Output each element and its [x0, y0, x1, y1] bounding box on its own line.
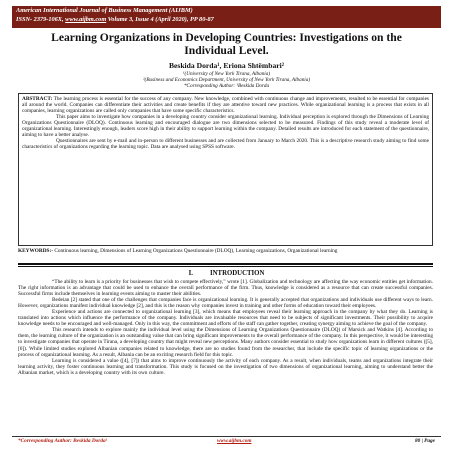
abstract-paragraph-1: ABSTRACT: The learning process is essential for the success of any company. New knowledge, combined with continuous change and improvements, resulted to be essential for companies all around the world. Companies can differentiate their activities and create benefits if they are attentive toward new practices. While organizational learning is a process that exists in all companies, learning organizations are called only companies that have some specific characteristics.: [22, 96, 429, 115]
paper-title: Learning Organizations in Developing Countries: Investigations on the Individual Level.: [51, 31, 402, 57]
journal-issn-line: ISSN- 2379-106X, www.aijbm.com Volume 3, Issue 4 (April 2020), PP 80-87: [16, 16, 214, 23]
journal-url-link[interactable]: www.aijbm.com: [65, 16, 107, 23]
journal-header: [12, 6, 441, 28]
footer-author: *Corresponding Author: Beskida Dorda¹: [18, 438, 108, 444]
section-divider-thin: [18, 266, 433, 267]
body-paragraph: This research intends to explore mainly the individual level using the Dimensions of Learning Organizations Questionnaire (DLOQ) of Marsick and Watkins [4]. According to them, the learning culture of the organization is an outstanding value that can bring significant improvements to the overall performance of the company. In this perspective, it would be interesting to investigate companies that operate in Tirana, a developing country that might reveal new perceptions. Many authors consider essential to study how organizations learn in different cultures ([5], [6]). While limited studies explored Albanian companies related to knowledge, there are no studies found from the researcher, that include the specific topic of learning organizations or the process of organizational learning. As a result, Albania can be an exciting research field for this topic.: [18, 327, 433, 358]
abstract-box: [18, 93, 433, 246]
abstract-paragraph-2: This paper aims to investigate how companies in a developing country consider organizational learning. Individual perception is explored through the Dimensions of Learning Organizations Questionnaire (DLOQ). Continuous learning and encouraged dialogue are two dimensions selected to be measured. Findings of this study reveal a moderate level of organizational learning. Interestingly enough, leaders score high in their ability to support learning within the company. Detailed results are introduced for each statement of the questionnaire, aiming to have a better analyse.: [22, 114, 429, 139]
page-footer: [12, 436, 441, 446]
corresponding-author: *Corresponding Author: ¹Beskida Dorda: [183, 83, 270, 89]
footer-url-link[interactable]: www.aijbm.com: [217, 438, 252, 444]
keywords-label: KEYWORDS:-: [18, 248, 54, 254]
journal-name: American International Journal of Business Management (AIJBM): [16, 7, 193, 14]
body-paragraph: Bedeian [2] stated that one of the challenges that companies face is organizational learning. It is generally accepted that organizations and individuals use different ways to learn. However, organizations manifest individual knowledge [2], and this is the reason why companies invest in training and other forms of education toward their employees.: [18, 297, 433, 310]
abstract-paragraph-3: Questionnaires are sent by e-mail and in-person to different businesses and are collected from January to March 2020. This is a descriptive research study aiming to find some characteristics of organizations regarding the learning topic. Data are analysed using SPSS software.: [22, 138, 429, 151]
paper-page: [12, 6, 441, 447]
footer-page-number: 80 | Page: [415, 438, 435, 444]
affiliation-1: ¹(University of New York Tirana, Albania): [182, 71, 271, 77]
section-divider: [18, 263, 433, 265]
body-paragraph: “The ability to learn is a priority for businesses that wish to compete effectively,” wrote [1]. Globalization and technology are affecting the way economic entities get information. The right information is an advantage that could be used to enhance the overall performance of the firm. Thus, knowledge is considered as a resource that can create successful companies. Successful firms include themselves in learning events aiming to master their abilities.: [18, 279, 433, 298]
affiliation-2: ²(Business and Economics Department, University of New York Tirana, Albania): [142, 77, 311, 83]
body-paragraph: Learning is considered a value ([4], [7]) that aims to improve continuously the activity of each company. As a result, when individuals, teams and organizations integrate their learning activity, they foster continuous learning and transformation. This study is focused on the investigation of two dimensions of organizational learning, aiming to understand better the Albanian market, which is a developing country with its own culture.: [18, 357, 433, 376]
abstract-label: ABSTRACT:: [22, 96, 53, 102]
introduction-heading: I. INTRODUCTION: [188, 270, 265, 277]
keywords: KEYWORDS:- Continuous learning, Dimensions of Learning Organizations Questionnaire (DLOQ), Learning organizations, Organizational learning: [18, 248, 338, 254]
introduction-body: [18, 279, 433, 376]
body-paragraph: Experience and actions are connected to organizational learning [3], which means that employees reveal their learning approach in the company by what they do. Learning is translated into actions which influence the performance of the company. Individuals are invaluable resources that need to be subjects of significant investments. Their possibility to acquire knowledge needs to be encouraged and well-managed. Only in this way, the commitment and efforts of the staff can gather together, creating synergy aiming to achieve the goal of the company.: [18, 309, 433, 328]
author-list: Beskida Dorda¹, Eriona Shtëmbari²: [168, 61, 285, 70]
